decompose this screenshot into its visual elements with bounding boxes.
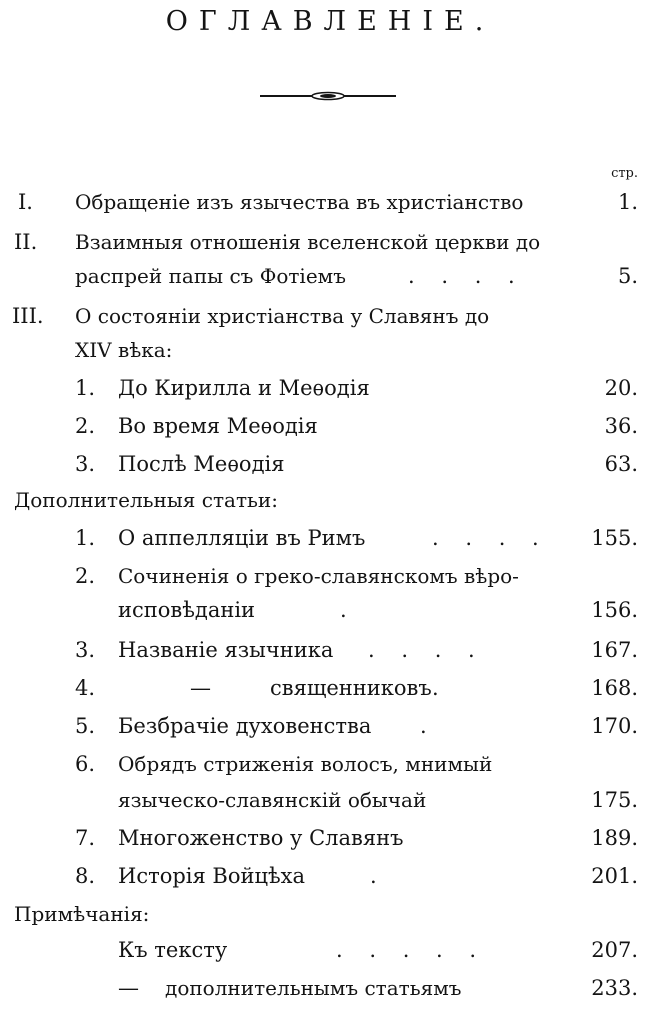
chapter-page: 5. [617,264,638,288]
article-page: 189. [591,826,638,850]
article-number: 7. [75,826,96,850]
article-page: 201. [591,864,638,888]
article-title-cont: язычеcко-славянскій обычай [118,788,427,812]
leader-dots: . . . . [408,264,525,288]
article-page: 168. [591,676,638,700]
chapter-page: 1. [617,190,638,214]
note-page: 207. [591,938,638,962]
chapter-title-cont: распрей папы съ Фотіемъ [75,264,346,288]
note-title: дополнительнымъ статьямъ [165,976,462,1000]
article-title: Многоженство у Славянъ [118,826,404,850]
leader-dots: . [420,714,437,738]
section-page: 63. [604,452,638,476]
article-page: 175. [591,788,638,812]
section-page: 36. [604,414,638,438]
article-number: 3. [75,638,96,662]
chapter-number: I. [18,190,33,214]
article-title: священниковъ [270,676,432,700]
note-page: 233. [591,976,638,1000]
section-number: 1. [75,376,96,400]
chapter-title: Взаимныя отношенія вселенской церкви до [75,230,541,254]
section-number: 3. [75,452,96,476]
leader-dots: . [432,676,449,700]
article-number: 6. [75,752,96,776]
leader-dots: . [370,864,387,888]
article-page: 156. [591,598,638,622]
leader-dots: . . . . [432,526,549,550]
chapter-number: III. [12,304,44,328]
page-title: ОГЛАВЛЕНІЕ. [165,6,495,37]
article-number: 8. [75,864,96,888]
chapter-title-cont: XIV вѣка: [75,338,173,362]
additional-heading: Дополнительныя статьи: [14,488,278,512]
article-title-cont: исповѣданіи [118,598,256,622]
article-page: 155. [591,526,638,550]
article-title: Безбрачіе духовенства [118,714,372,738]
page-column-header: стр. [611,166,638,181]
article-page: 170. [591,714,638,738]
article-title: Обрядъ стриженія волосъ, мнимый [118,752,493,776]
article-number: 1. [75,526,96,550]
notes-heading: Примѣчанія: [14,902,150,926]
chapter-number: II. [14,230,38,254]
ditto-dash: — [118,976,139,1000]
article-title: О аппелляціи въ Римъ [118,526,366,550]
note-title: Къ тексту [118,938,228,962]
leader-dots: . . . . [368,638,485,662]
leader-dots: . [340,598,357,622]
chapter-title: О состояніи христіанства у Славянъ до [75,304,490,328]
article-number: 2. [75,564,96,588]
ornament-divider [258,84,398,124]
article-title: Исторія Войцѣха [118,864,306,888]
chapter-title: Обращеніе изъ язычества въ христіанство [75,190,524,214]
section-title: Во время Меѳодія [118,414,318,438]
section-title: До Кирилла и Меѳодія [118,376,370,400]
leader-dots: . . . . . [336,938,487,962]
article-number: 5. [75,714,96,738]
article-title: Названіе язычника [118,638,334,662]
ditto-dash: — [190,676,211,700]
article-title: Сочиненія о греко-славянскомъ вѣро- [118,564,519,588]
section-number: 2. [75,414,96,438]
article-page: 167. [591,638,638,662]
article-number: 4. [75,676,96,700]
section-title: Послѣ Меѳодія [118,452,285,476]
section-page: 20. [604,376,638,400]
